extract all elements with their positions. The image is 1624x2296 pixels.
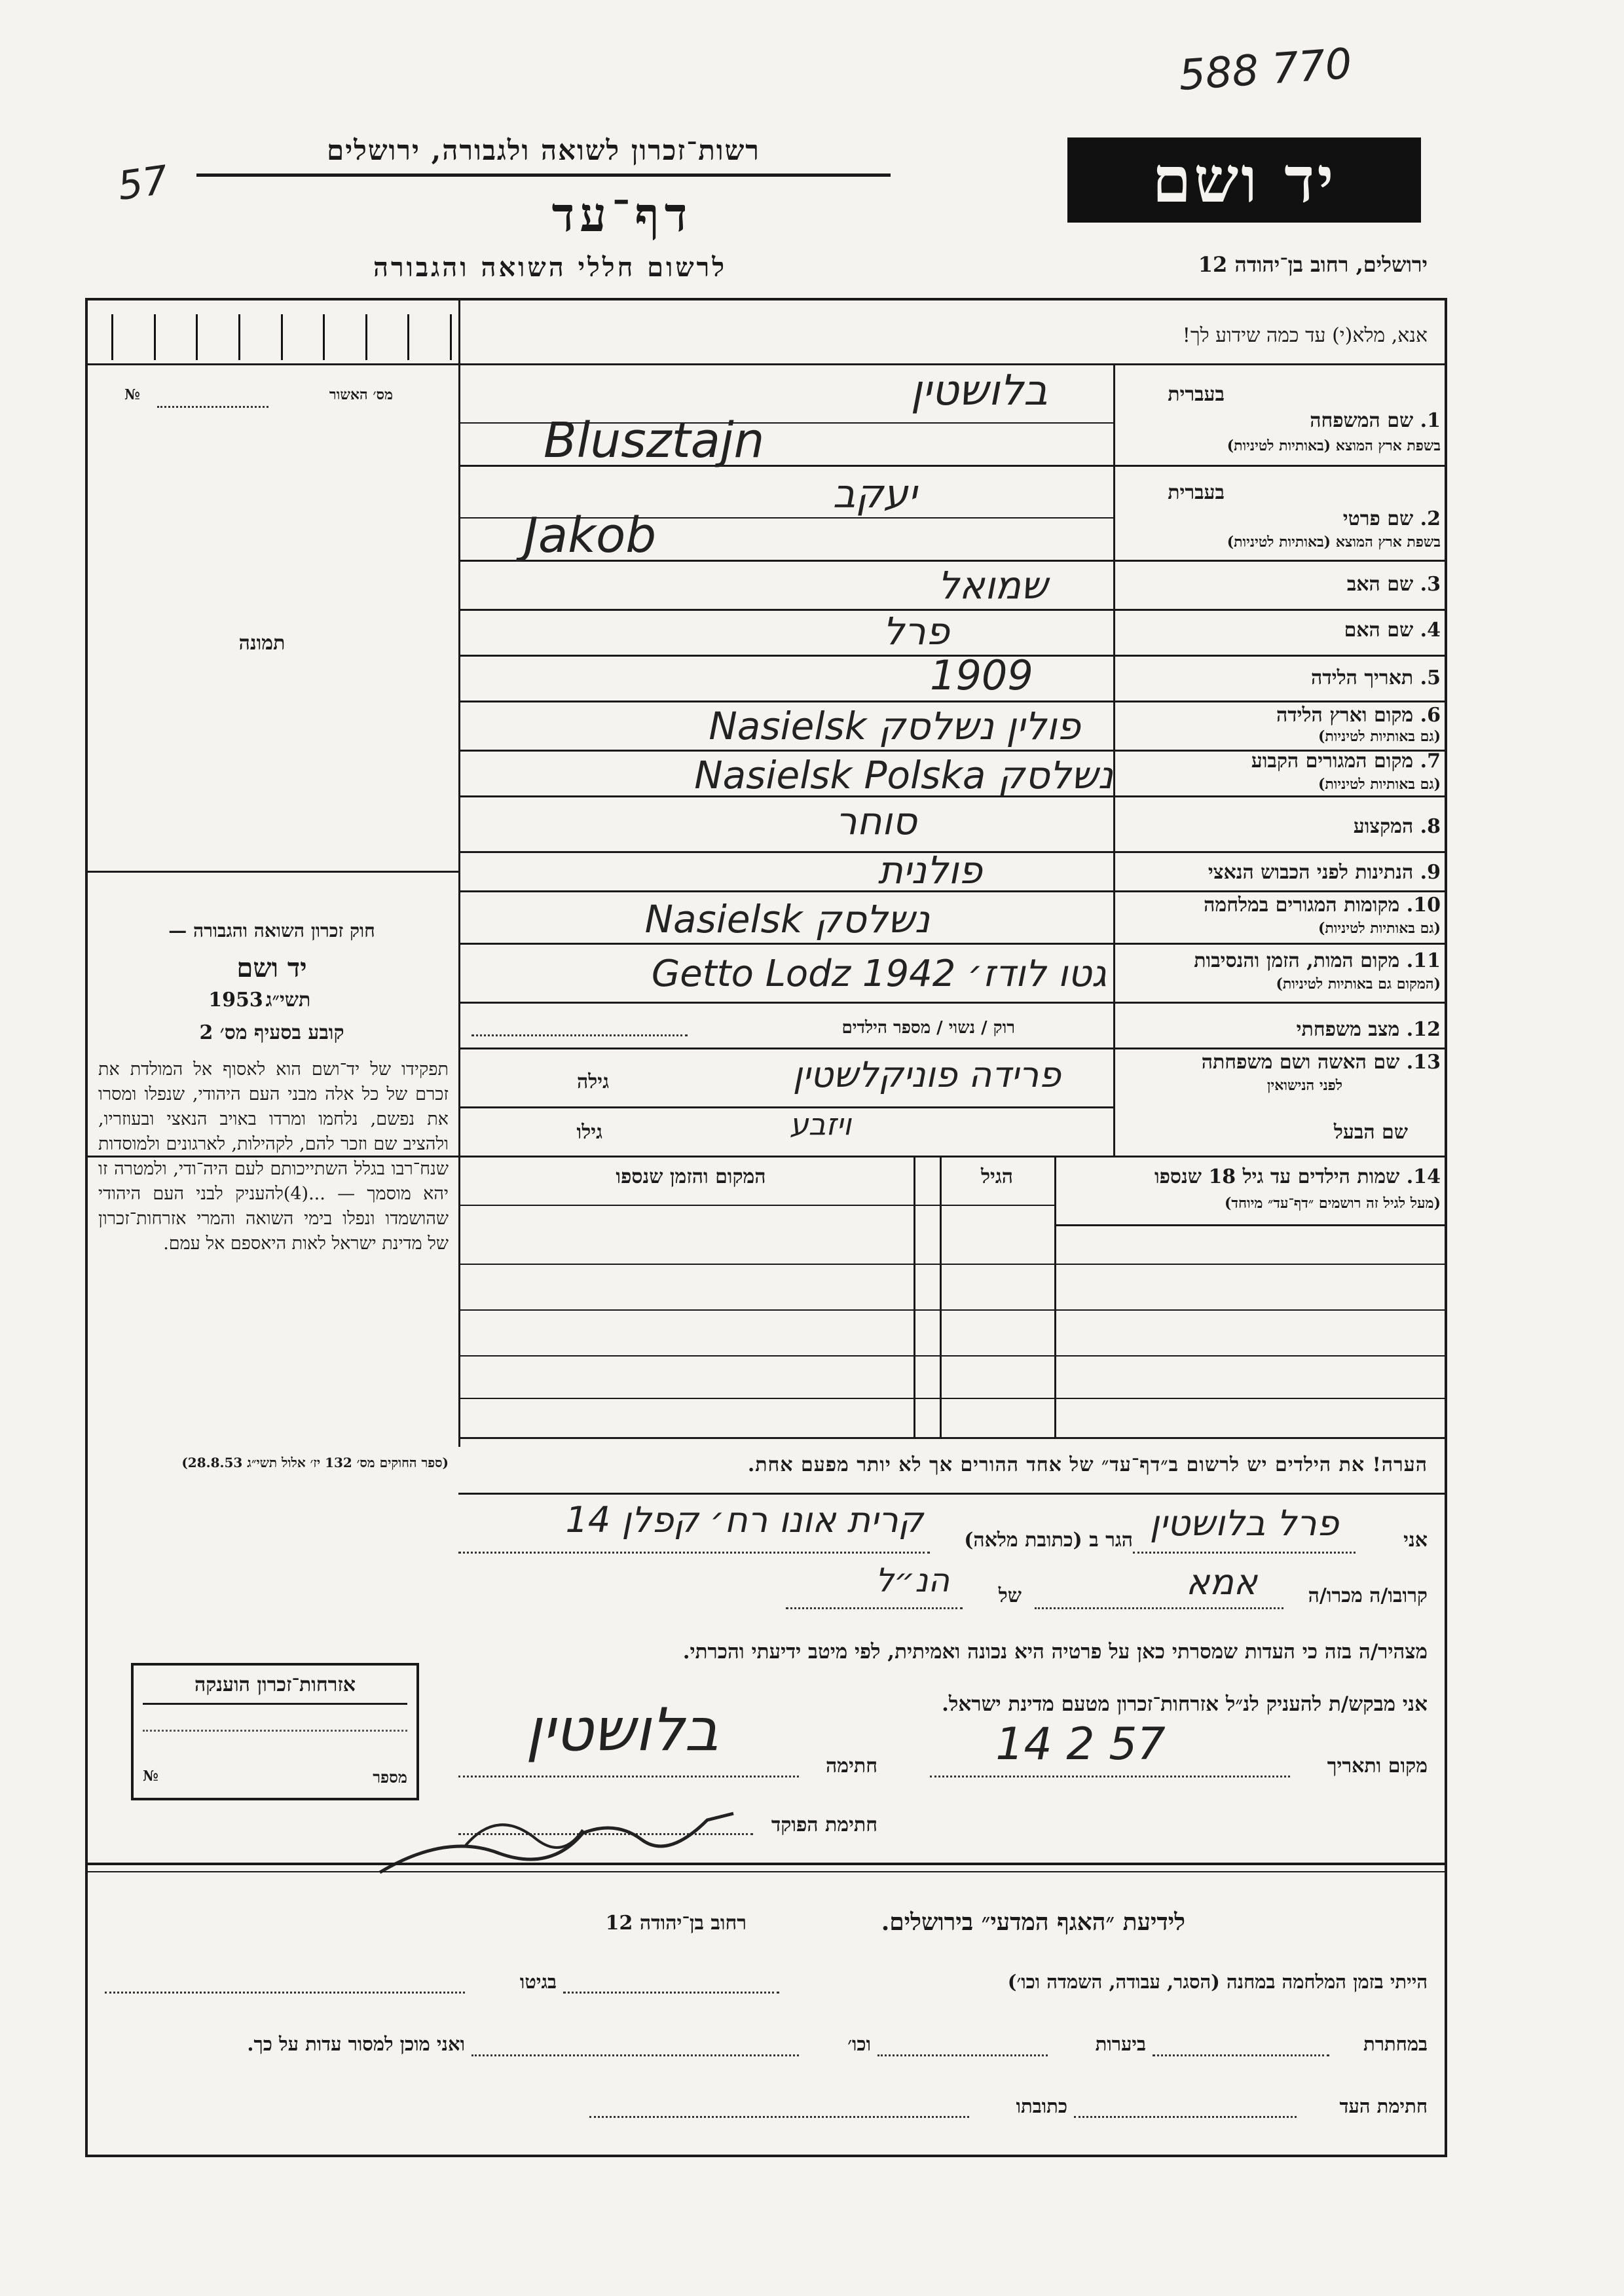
children-label: 14. שמות הילדים עד גיל 18 שנספו xyxy=(1154,1165,1441,1188)
first-name-latin-value: Jakob xyxy=(524,507,657,564)
citizenship-stamp-box: אזרחות־זכרון הוענקה № מספר xyxy=(131,1663,419,1800)
document-title: דף־עד xyxy=(551,187,693,242)
field-5-label: 5. תאריך הלידה xyxy=(1311,666,1441,689)
archive-number: 588 770 xyxy=(1177,39,1354,101)
yad-vashem-logo: יד ושם xyxy=(1067,137,1421,223)
relation-value: אמא xyxy=(1186,1561,1257,1603)
death-place-value: גטו לודז׳ 1942 Getto Lodz xyxy=(651,953,1107,995)
law-year: 1953 xyxy=(208,989,263,1011)
relation-label: קרובו/ה מכרו/ה xyxy=(1308,1584,1428,1607)
marital-status-options: רוק / נשוי / מספר הילדים xyxy=(841,1018,1015,1038)
request-text: אני מבקש/ת להעניק לנ״ל אזרחות־זכרון מטעם מדינת ישראל. xyxy=(942,1692,1428,1716)
date-value: 14 2 57 xyxy=(995,1719,1166,1770)
stamp-box-number-label: מספר xyxy=(373,1768,407,1787)
citizenship-value: פולנית xyxy=(877,848,982,892)
approval-boxes xyxy=(111,314,452,360)
field-6-label: 6. מקום וארץ הלידה xyxy=(1276,704,1441,727)
footer-witness-address-label: כתובתו xyxy=(1016,2095,1067,2117)
wife-age-label: גילה xyxy=(576,1070,609,1093)
footer-line2-testimony: ואני מוכן למסור עדות על כך. xyxy=(247,2033,465,2055)
field-2-label: 2. שם פרטי xyxy=(1342,507,1441,530)
occupation-value: סוחר xyxy=(835,799,917,843)
children-note: הערה! את הילדים יש לרשום ב״דף־עד״ של אחד ההורים אך לא יותר מפעם אחת. xyxy=(747,1453,1428,1476)
declarant-address-label: הגר ב (כתובת מלאה) xyxy=(964,1529,1133,1552)
declaration-text: מצהיר/ה בזה כי העדות שמסרתי כאן על פרטיה היא נכונה ואמיתית, לפי מיטב ידיעתי והכרתי. xyxy=(682,1640,1428,1664)
birth-place-value: פולין נשלסק Nasielsk xyxy=(709,704,1080,748)
first-name-hebrew-value: יעקב xyxy=(832,471,917,517)
signature-value: בלושטין xyxy=(525,1696,719,1764)
husband-name-label: שם הבעל xyxy=(1333,1121,1408,1144)
stamp-box-title: אזרחות־זכרון הוענקה xyxy=(194,1673,356,1696)
footer-line2-etc: וכו׳ xyxy=(847,2033,871,2055)
field-1-hebrew-tag: בעברית xyxy=(1168,383,1225,406)
of-label: של xyxy=(998,1584,1022,1607)
field-1-sublabel: בשפת ארץ המוצא (באותיות לטיניות) xyxy=(1227,437,1441,454)
footer-address: רחוב בן־יהודה 12 xyxy=(605,1912,747,1935)
corner-number: 57 xyxy=(115,157,171,210)
footer-title: לידיעת ״האגף המדעי״ בירושלים. xyxy=(881,1908,1185,1936)
law-source: (ספר החוקים מס׳ 132 יז׳ אלול תשי״ג 28.8.53) xyxy=(181,1455,449,1470)
declarant-name-value: פרל בלושטין xyxy=(1149,1503,1339,1544)
husband-name-value: ויזבע xyxy=(789,1106,851,1142)
field-7-label: 7. מקום המגורים הקבוע xyxy=(1251,750,1441,773)
signature-label: חתימה xyxy=(826,1755,877,1777)
footer-line1-camp: הייתי בזמן המלחמה במחנה (הסגר, עבודה, השמדה וכו׳) xyxy=(1007,1971,1428,1993)
wartime-residence-value: נשלסק Nasielsk xyxy=(644,897,930,941)
field-13-label: 13. שם האשה ושם משפחתה xyxy=(1201,1051,1441,1074)
residence-value: נשלסק Nasielsk Polska xyxy=(694,753,1113,797)
footer-line2-forests: ביערות xyxy=(1095,2033,1146,2055)
field-1-label: 1. שם המשפחה xyxy=(1310,409,1441,432)
surname-latin-value: Blusztajn xyxy=(544,412,765,469)
wife-name-value: פרידה פוניקלשטין xyxy=(792,1054,1061,1095)
field-8-label: 8. המקצוע xyxy=(1353,815,1441,838)
field-2-sublabel: בשפת ארץ המוצא (באותיות לטיניות) xyxy=(1227,534,1441,551)
field-13-sublabel: לפני הנישואין xyxy=(1266,1077,1342,1094)
inspector-label: חתימת הפוקד xyxy=(771,1813,877,1836)
footer-line1-ghetto: בגיטו xyxy=(519,1971,557,1993)
field-9-label: 9. הנתינות לפני הכבוש הנאצי xyxy=(1208,861,1441,884)
children-place-header: המקום והזמן שנספו xyxy=(616,1165,766,1188)
father-name-value: שמואל xyxy=(937,563,1048,608)
husband-age-label: גילו xyxy=(576,1121,602,1144)
footer-line2-underground: במחתרת xyxy=(1363,2033,1428,2055)
field-11-label: 11. מקום המות, הזמן והנסיבות xyxy=(1194,949,1441,972)
place-date-label: מקום ותאריך xyxy=(1327,1755,1428,1777)
photo-label: תמונה xyxy=(238,632,286,655)
field-6-sublabel: (גם באותיות לטיניות) xyxy=(1318,728,1441,745)
org-name: רשות־זכרון לשואה ולגבורה, ירושלים xyxy=(327,134,760,166)
field-12-label: 12. מצב משפחתי xyxy=(1296,1018,1441,1041)
header-address: ירושלים, רחוב בן־יהודה 12 xyxy=(1198,252,1428,277)
declarant-address-value: קרית אונו רח׳ קפלן 14 xyxy=(565,1499,923,1540)
law-title: חוק זכרון השואה והגבורה — xyxy=(168,920,375,941)
law-year-hebrew: תשי״ג xyxy=(265,989,311,1011)
surname-hebrew-value: בלושטין xyxy=(910,367,1048,415)
birth-date-value: 1909 xyxy=(930,651,1033,699)
field-10-sublabel: (גם באותיות לטיניות) xyxy=(1318,920,1441,937)
field-7-sublabel: (גם באותיות לטיניות) xyxy=(1318,776,1441,793)
law-org: יד ושם xyxy=(236,953,307,983)
footer-witness-signature-label: חתימת העד xyxy=(1339,2095,1428,2117)
field-3-label: 3. שם האב xyxy=(1346,573,1441,596)
declarant-i-label: אני xyxy=(1403,1529,1428,1552)
children-age-header: הגיל xyxy=(980,1165,1014,1188)
intro-text: אנא, מלא(י) עד כמה שידוע לך! xyxy=(1182,324,1428,347)
document-subtitle: לרשום חללי השואה והגבורה xyxy=(373,252,728,283)
field-2-hebrew-tag: בעברית xyxy=(1168,481,1225,504)
of-value: הנ״ל xyxy=(875,1561,950,1599)
law-body: תפקידו של יד־ושם הוא לאסוף אל המולדת את זכרם של כל אלה מבני העם היהודי, שנפלו ומסרו את נפשם, נלחמו ומרדו באויב הנאצי ובעוזריו, ולהציב שם וזכר להם, לקהילות, לארגונים ולמוסדות שנח־רבו בגלל השתייכותם לעם היה־ודי, ולמטרה זו יהא מוסמך — ...(4)להעניק לבני העם היהודי שהושמדו ונפלו בימי השואה והמרי אזרחות־זכרון של מדינת ישראל לאות היאספם אל עמם. xyxy=(98,1059,449,1254)
field-4-label: 4. שם האם xyxy=(1344,619,1441,642)
field-11-sublabel: (המקום גם באותיות לטיניות) xyxy=(1276,975,1441,993)
field-10-label: 10. מקומות המגורים במלחמה xyxy=(1204,894,1441,917)
children-sublabel: (מעל לגיל זה רושמים ״דף־עד״ מיוחד) xyxy=(1224,1195,1441,1212)
approval-label: מס׳ האשור xyxy=(329,386,393,403)
mother-name-value: פרל xyxy=(883,609,950,653)
law-clause: קובע בסעיף מס׳ 2 xyxy=(199,1021,344,1044)
